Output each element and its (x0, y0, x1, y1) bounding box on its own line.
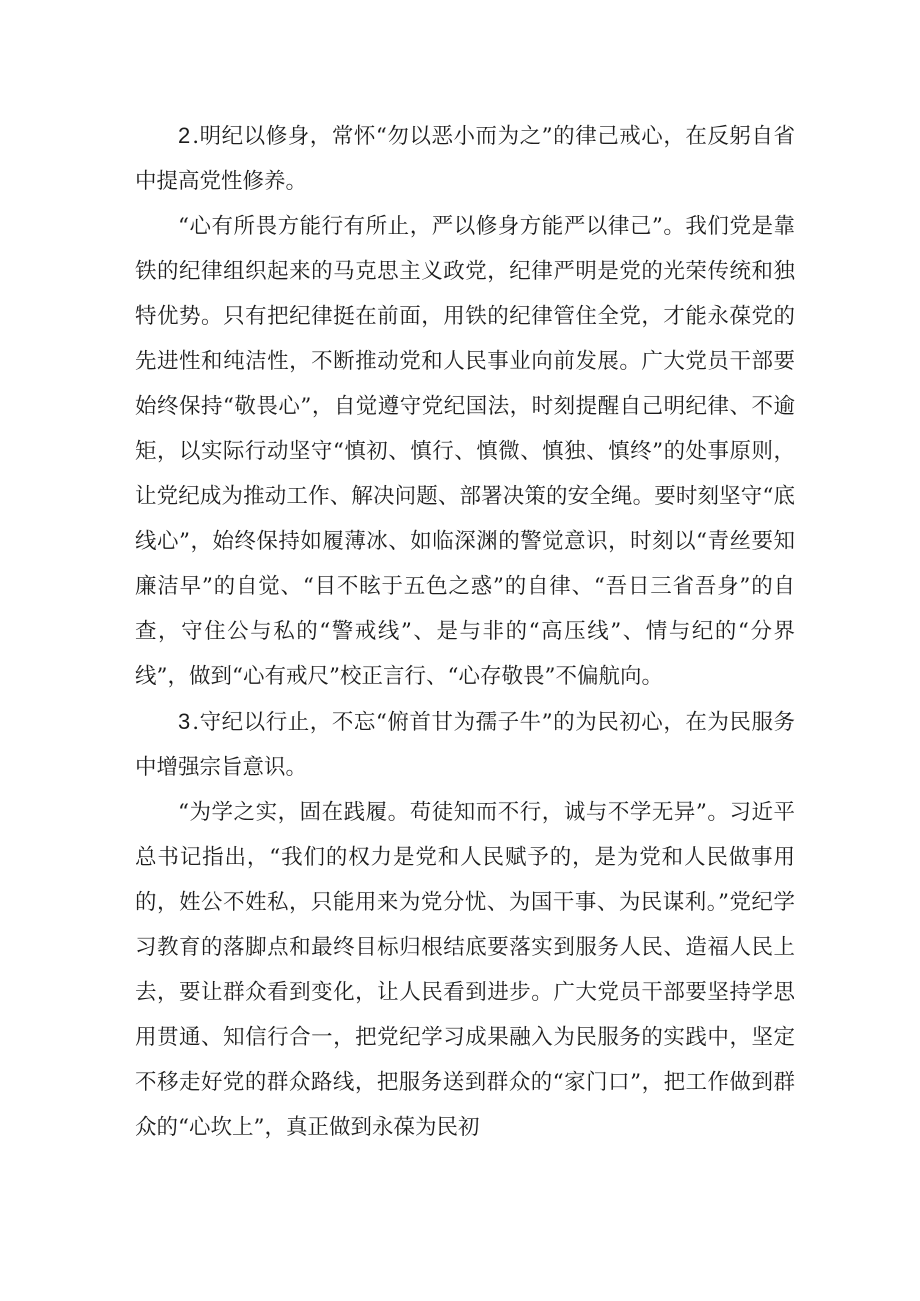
section-2-heading (135, 113, 795, 204)
section-2-heading-text: .明纪以修身，常怀“勿以恶小而为之”的律己戒心，在反躬自省中提高党性修养。 (135, 124, 795, 194)
document-body (135, 113, 795, 1150)
section-3-heading (135, 699, 795, 790)
section-2-body: “心有所畏方能行有所止，严以修身方能严以律己”。我们党是靠铁的纪律组织起来的马克思主义政党，纪律严明是党的光荣传统和独特优势。只有把纪律挺在前面，用铁的纪律管住全党，才能永葆党的先进性和纯洁性，不断推动党和人民事业向前发展。广大党员干部要始终保持“敬畏心”，自觉遵守党纪国法，时刻提醒自己明纪律、不逾矩，以实际行动坚守“慎初、慎行、慎微、慎独、慎终”的处事原则，让党纪成为推动工作、解决问题、部署决策的安全绳。要时刻坚守“底线心”，始终保持如履薄冰、如临深渊的警觉意识，时刻以“青丝要知廉洁早”的自觉、“目不眩于五色之惑”的自律、“吾日三省吾身”的自查，守住公与私的“警戒线”、是与非的“高压线”、情与纪的“分界线”，做到“心有戒尺”校正言行、“心存敬畏”不偏航向。 (135, 214, 795, 689)
section-3-heading-text: .守纪以行止，不忘“俯首甘为孺子牛”的为民初心，在为民服务中增强宗旨意识。 (135, 710, 795, 780)
section-3-body: “为学之实，固在践履。苟徒知而不行，诚与不学无异”。习近平总书记指出，“我们的权力是党和人民赋予的，是为党和人民做事用的，姓公不姓私，只能用来为党分忧、为国干事、为民谋利。”党纪学习教育的落脚点和最终目标归根结底要落实到服务人民、造福人民上去，要让群众看到变化，让人民看到进步。广大党员干部要坚持学思用贯通、知信行合一，把党纪学习成果融入为民服务的实践中，坚定不移走好党的群众路线，把服务送到群众的“家门口”，把工作做到群众的“心坎上”，真正做到永葆为民初 (135, 800, 795, 1140)
section-2-number: 2 (178, 123, 193, 148)
section-3-number: 3 (178, 709, 193, 734)
